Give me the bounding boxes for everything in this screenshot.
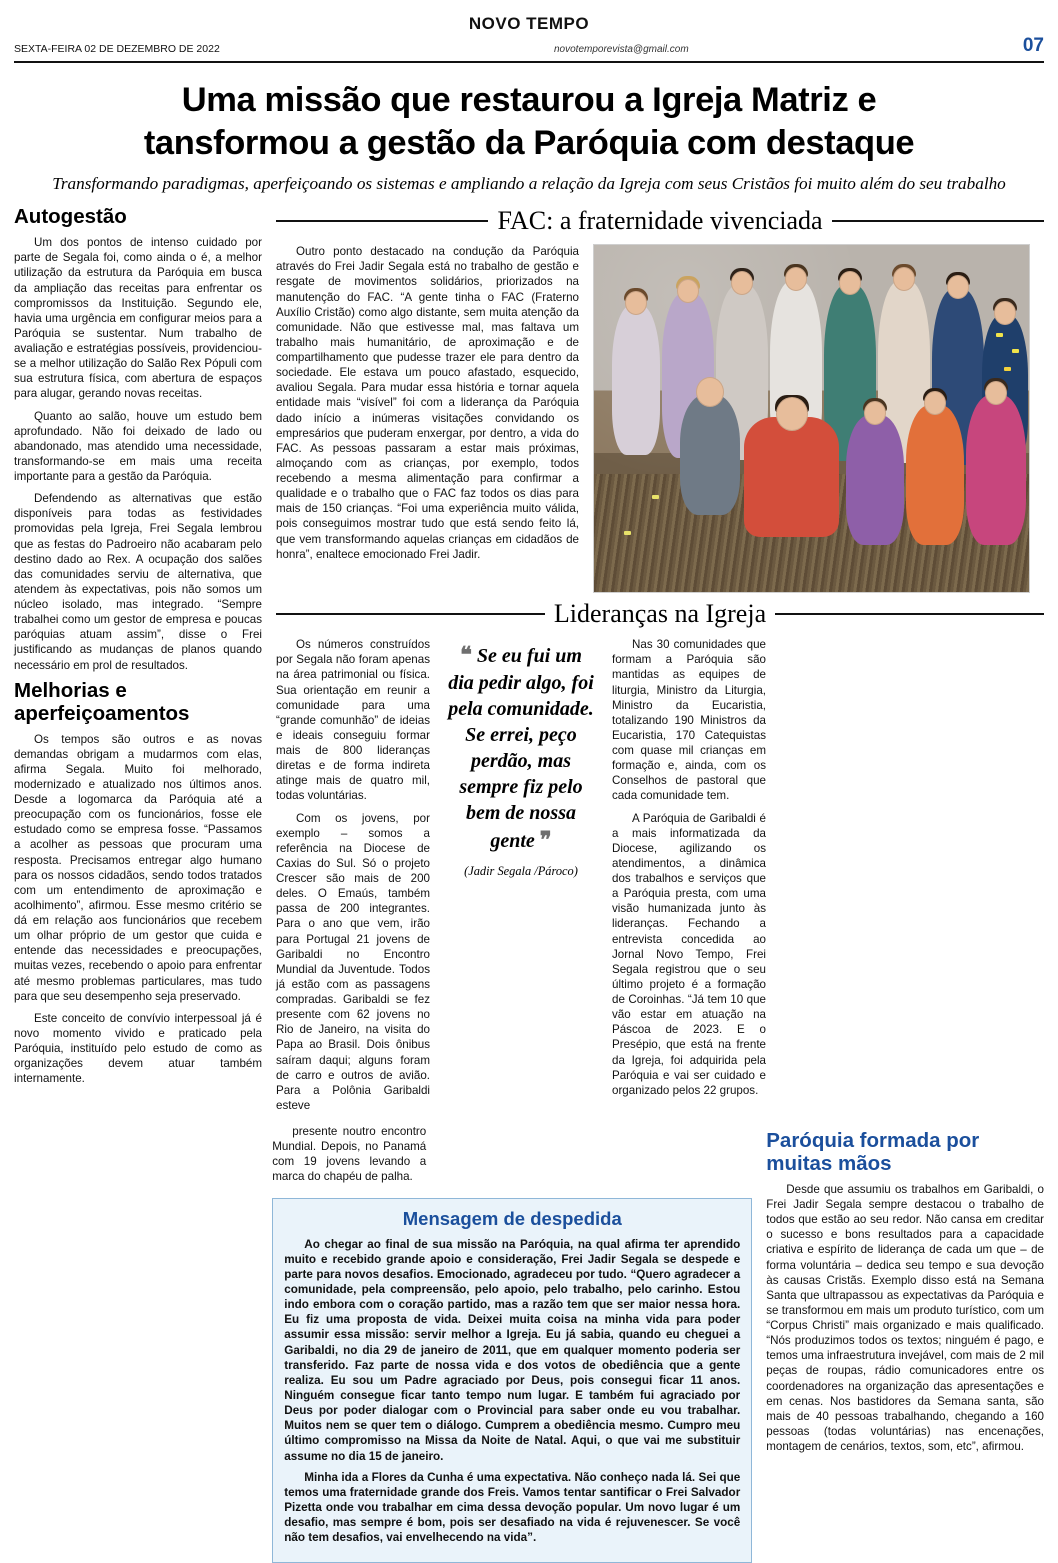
paragraph: Os números construídos por Segala não foram apenas na área patrimonial ou física. Sua orientação em reunir a comunidade para uma “grande comunhão” de ideias e ideais conseguiu formar mais de 800 lideranças diretas e de forma indireta atinge mais de quatro mil, todas voluntárias. <box>276 638 430 803</box>
quote-close-icon: ❞ <box>539 826 552 852</box>
headline-line-2: tansformou a gestão da Paróquia com destaque <box>143 123 915 162</box>
lower-section <box>14 1124 1044 1563</box>
liderancas-columns <box>276 637 1044 1120</box>
section-banner-liderancas <box>276 599 1044 629</box>
article-photo <box>593 244 1030 593</box>
child-figure <box>612 305 660 455</box>
paragraph: Defendendo as alternativas que estão disponíveis para todas as festividades promovidas pela Igreja, Frei Segala lembrou que as festas do Padroeiro não acabaram pelo destino dado ao Rex. A ocupação dos salões das comunidades serviu de alternativa, que atendem às expectativas, pois não somos um núcleo isolado, mas integrado. “Sempre trabalhei como um gestor de empresa e poucas paróquias atuam assim”, disse o Frei justificando as mudanças de planos quando necessário em prol de resultados. <box>14 492 262 672</box>
photo-children <box>594 245 1029 592</box>
masthead <box>14 14 1044 63</box>
paragraph: Nas 30 comunidades que formam a Paróquia são mantidas as equipes de liturgia, Ministro da Liturgia, Ministro da Eucaristia, totalizando 190 Ministros da Eucaristia, 170 Catequistas com quase mil crianças em formação e, ainda, com os Conselhos de pastoral que cada comunidade tem. <box>612 638 766 803</box>
column-liderancas-left <box>276 637 430 1120</box>
child-figure <box>846 415 904 545</box>
contact-email: novotemporevista@gmail.com <box>554 44 689 55</box>
rule-right <box>832 220 1044 222</box>
farewell-title: Mensagem de despedida <box>402 1207 622 1229</box>
paragraph: Com os jovens, por exemplo – somos a referência na Diocese de Caxias do Sul. Só o projeto Crescer são mais de 200 deles. O Emaús, também passa de 200 integrantes. Para o ano que vem, irão para Portugal 21 jovens de Garibaldi no Encontro Mundial da Juventude. Todos já estão com as passagens compradas. Garibaldi se fez presente com 62 jovens no Rio de Janeiro, na visita do Papa ao Brasil. Dois ônibus saíram daqui; alguns foram de carro e outros de avião. Para a Polônia Garibaldi esteve <box>276 811 430 1112</box>
section-title-muitas-maos: Paróquia formada por muitas mãos <box>766 1129 980 1176</box>
section-title-melhorias: Melhorias e aperfeiçoamentos <box>14 678 190 725</box>
paragraph: Minha ida a Flores da Cunha é uma expectativa. Não conheço nada lá. Sei que temos uma fraternidade grande dos Freis. Vamos tentar santificar o Frei Salvador Pizetta onde vou trabalhar em cima dessa devoção popular. Um novo lugar é um desafio, mas sempre é bom, pois ser desafiado na vida é rejuvenescer. Se você não tem desafios, vai envelhecendo na vida”. <box>284 1470 741 1545</box>
column-left <box>14 200 262 1120</box>
paragraph: A Paróquia de Garibaldi é a mais informatizada da Diocese, agilizando os atendimentos, a dinâmica dos trabalhos e serviços que a Paróquia presta, com uma visão humanizada junto às lideranças. Fechando a entrevista concedida ao Jornal Novo Tempo, Frei Segala registrou que o seu último projeto é a formação de Coroinhas. “Já tem 10 que vão estar em atuação na Páscoa de 2023. E o Presépio, que está na frente da Igreja, foi adquirida pela Paróquia e vai ser cuidado e organizado pelos 22 grupos. <box>612 811 766 1097</box>
paragraph: Desde que assumiu os trabalhos em Garibaldi, o Frei Jadir Segala sempre destacou o trabalho de todos que estão ao seu redor. Não cansa em creditar o sucesso e bons resultados para a capacidade criativa e espírito de liderança de cada um que – de forma voluntária – dedica seu tempo e sua devoção às causas Cristãs. Exemplo disso está na Semana Santa que ultrapassou as expectativas da Paróquia e se transformou em mais um produto turístico, com um “Corpus Christi” mais organizado e mais qualificado. “Nós produzimos todos os textos; ninguém é pago, e temos uma infraestrutura invejável, com mais de 2 mil peças de roupas, rádio comunicadores entre os coordenadores na organização das apresentações e em cenas. Nos bastidores da Semana santa, são mais de 40 pessoas trabalhando, chegando a 160 pessoas (todas voluntárias) nas encenações, montagem de cenários, textos, som, etc”, afirmou. <box>766 1182 1044 1454</box>
pull-quote-text <box>444 637 598 854</box>
section-banner-label: Lideranças na Igreja <box>553 599 767 629</box>
issue-date: SEXTA-FEIRA 02 DE DEZEMBRO DE 2022 <box>14 43 220 55</box>
farewell-box <box>272 1198 752 1563</box>
rule-left <box>276 220 488 222</box>
section-banner-fac <box>276 206 1044 236</box>
quote-open-icon: ❝ <box>460 642 472 668</box>
publication-title: NOVO TEMPO <box>468 14 590 33</box>
column-right-group <box>276 200 1044 1120</box>
paragraph: Quanto ao salão, houve um estudo bem aprofundado. Não foi deixado de lado ou abandonado, mas atendido uma necessidade, transformando-se em mais uma receita importante para a gestão da Paróquia. <box>14 409 262 484</box>
photo-frame <box>593 244 1030 593</box>
section-banner-label: FAC: a fraternidade vivenciada <box>497 206 823 236</box>
column-fac-text <box>276 244 579 593</box>
subheadline: Transformando paradigmas, aperfeiçoando os sistemas e ampliando a relação da Igreja com seus Cristãos foi muito além do seu trabalho <box>52 173 1006 193</box>
pull-quote <box>444 637 598 1120</box>
paragraph: Outro ponto destacado na condução da Paróquia através do Frei Jadir Segala está no trabalho de gestão e resgate de movimentos solidários, priorizados na manutenção do FAC. “A gente tinha o FAC (Fraterno Auxílio Cristão) como algo distante, sem muita atenção da comunidade. Não que estivesse mal, mas faltava um trabalho mais humanitário, de aproximação e de compartilhamento que pudesse trazer ele para dentro da sociedade. Ele estava um pouco afastado, esquecido, avaliou Segala. Para mudar essa história e tornar aquela entidade mais “visível” foi com a liderança da Paróquia dado início a inúmeras visitações convidando os empresários que puderam enxergar, por dentro, a vida do FAC. As pessoas passaram a estar mais próximas, almoçando com as crianças, por exemplo, todos recebendo a mesma alimentação para confirmar a qualidade e o trabalho que o FAC faz todos os dias para mais de 150 crianças. “Foi uma experiência muito válida, pois conseguimos mostrar tudo que está sendo feito lá, que vem transformando aquelas crianças em cidadãos de honra”, enaltece emocionado Frei Jadir. <box>276 245 579 561</box>
quote-body: Se eu fui um dia pedir algo, foi pela comunidade. Se errei, peço perdão, mas sempre fiz pelo bem de nossa gente <box>448 645 594 852</box>
pull-quote-attribution: (Jadir Segala /Pároco) <box>464 864 578 879</box>
child-figure <box>744 417 839 537</box>
page-number: 07 <box>1022 35 1044 56</box>
paragraph: Um dos pontos de intenso cuidado por parte de Segala foi, como ainda o é, a melhor utilização da estrutura da Paróquia em busca da ampliação das receitas para enfrentar os compromissos da Instituição. Segundo ele, havia uma urgência em configurar meios para a Paróquia se sustentar. Num trabalho de avaliação e estratégias possíveis, providenciou-se a melhor utilização do Salão Rex Pópuli com sua estrutura física, com abertura de espaços para alugar, gerando novas receitas. <box>14 236 262 401</box>
child-figure <box>906 405 964 545</box>
despedida-and-continuation <box>272 1124 752 1563</box>
section-title-autogestao: Autogestão <box>14 205 127 229</box>
liderancas-left-continued <box>272 1124 426 1192</box>
paragraph: Ao chegar ao final de sua missão na Paróquia, na qual afirma ter aprendido muito e recebido grande apoio e consideração, Frei Jadir Segala se despede e parte para novos desafios. Emocionado, agradeceu por tudo. “Quero agradecer a comunidade, pela compreensão, pelo apoio, pelo trabalho, pelo carinho. Estou indo embora com o coração partido, mas a razão tem que ser maior nessa hora. Eu fiz uma proposta de vida. Deixei muita coisa na minha vida para poder assumir essa missão: servir melhor a Igreja. Eu já sabia, quando eu cheguei a Garibaldi, no dia 29 de janeiro de 2011, que em qualquer momento poderia ser transferido. Faz parte de nossa vida e dos votos de obediência que a gente realiza. Eu sou um Padre agraciado por Deus, pois consegui ficar 11 anos. Ninguém consegue ficar tanto tempo num lugar. E também fui agraciado por Deus por poder dialogar com o Provincial para saber onde eu vou trabalhar. Muitos nem se quer tem o diálogo. Cumprem a obediência mesmo. Cumpro meu último compromisso na Missa da Noite de Natal. Aqui, o que vai me substituir assume no dia 15 de janeiro. <box>284 1237 741 1463</box>
headline <box>32 79 1026 165</box>
child-figure <box>680 395 740 515</box>
column-liderancas-right <box>612 637 766 1120</box>
article-body <box>14 200 1044 1120</box>
paragraph: presente noutro encontro Mundial. Depois, no Panamá com 19 jovens levando a marca do chapéu de palha. <box>272 1125 427 1184</box>
paragraph: Este conceito de convívio interpessoal já é novo momento vivido e praticado pela Paróquia, instituído pelo estudo de como as organizações devem atuar também internamente. <box>14 1011 262 1086</box>
rule-left <box>276 613 545 615</box>
column-left-continued <box>14 1124 258 1563</box>
rule-right <box>775 613 1044 615</box>
child-figure <box>966 395 1026 545</box>
column-muitas-maos <box>766 1124 1044 1563</box>
spacer <box>440 1124 752 1192</box>
headline-line-1: Uma missão que restaurou a Igreja Matriz e <box>181 81 877 119</box>
paragraph: Os tempos são outros e as novas demandas obrigam a mudarmos com elas, afirma Segala. Muito foi melhorado, modernizado e atualizado nos últimos anos. Desde a logomarca da Paróquia até a preocupação com os funcionários, fosse ele estudado como se empresa fosse. “Passamos a acolher as pessoas que procuram uma resposta. Precisamos entregar algo humano para os nossos cidadãos, sendo todos tratados com um entendimento de aproximação e acolhimento”, afirmou. Esse mesmo critério se dá em relação aos funcionários que recebem um olhar próprio de um gestor que cuida e entende das necessidades e preocupações, muitas vezes, recebendo o apoio para enfrentar até mesmo problemas particulares, mas tudo para que seu desempenho seja preservado. <box>14 732 262 1003</box>
